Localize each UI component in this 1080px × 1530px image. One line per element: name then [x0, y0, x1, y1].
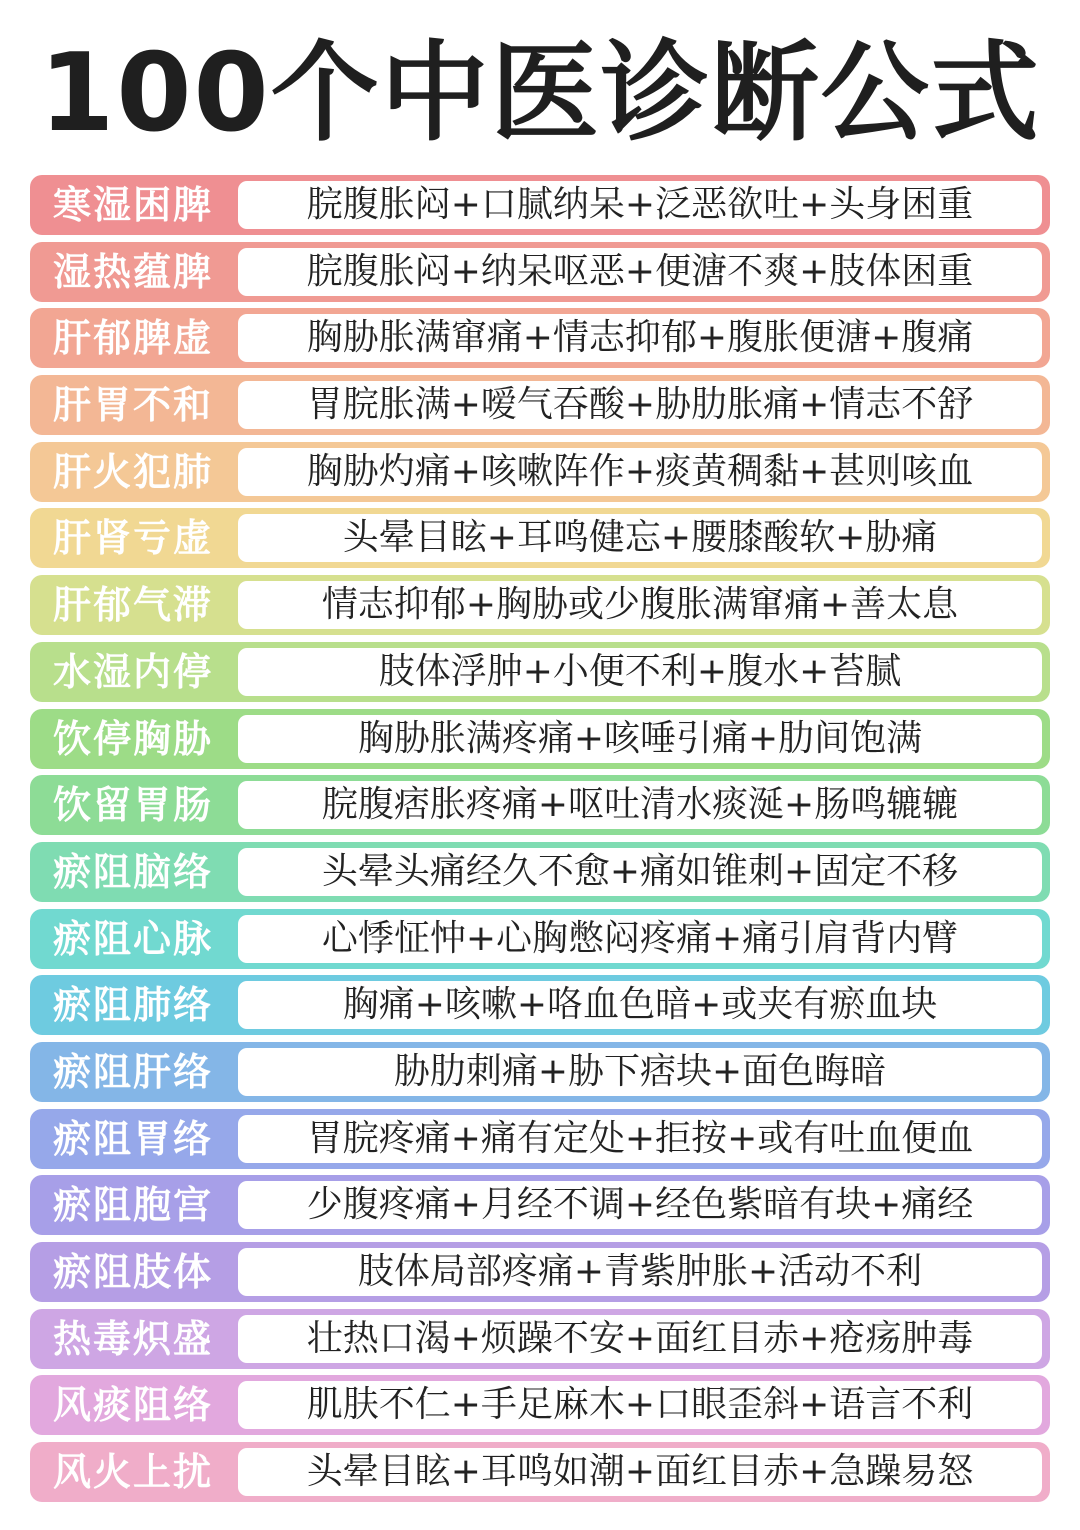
diagnosis-formula: 胃脘胀满+嗳气吞酸+胁肋胀痛+情志不舒 [238, 381, 1042, 429]
formula-row [30, 1375, 1050, 1435]
diagnosis-formula: 脘腹胀闷+纳呆呕恶+便溏不爽+肢体困重 [238, 248, 1042, 296]
syndrome-label: 瘀阻肢体 [52, 1250, 213, 1294]
formula-row [30, 1042, 1050, 1102]
diagnosis-formula: 情志抑郁+胸胁或少腹胀满窜痛+善太息 [238, 581, 1042, 629]
formula-row [30, 375, 1050, 435]
formula-row [30, 709, 1050, 769]
diagnosis-formula: 胃脘疼痛+痛有定处+拒按+或有吐血便血 [238, 1115, 1042, 1163]
diagnosis-formula: 肢体局部疼痛+青紫肿胀+活动不利 [238, 1248, 1042, 1296]
formula-row [30, 1309, 1050, 1369]
formula-row [30, 642, 1050, 702]
syndrome-label: 瘀阻心脉 [52, 916, 213, 961]
diagnosis-formula: 胁肋刺痛+胁下痞块+面色晦暗 [238, 1048, 1042, 1096]
formula-row [30, 175, 1050, 235]
syndrome-label: 热毒炽盛 [52, 1316, 213, 1361]
formula-row [30, 308, 1050, 368]
diagnosis-formula: 肌肤不仁+手足麻木+口眼歪斜+语言不利 [238, 1381, 1042, 1429]
syndrome-label: 瘀阻胞宫 [52, 1183, 213, 1228]
formula-row [30, 508, 1050, 568]
formula-row [30, 1175, 1050, 1235]
diagnosis-formula: 头晕目眩+耳鸣如潮+面红目赤+急躁易怒 [238, 1448, 1042, 1496]
formula-row [30, 909, 1050, 969]
diagnosis-formula: 胸胁胀满窜痛+情志抑郁+腹胀便溏+腹痛 [238, 314, 1042, 362]
formula-row [30, 1242, 1050, 1302]
syndrome-label: 湿热蕴脾 [52, 249, 213, 294]
formula-row [30, 575, 1050, 635]
formula-row [30, 975, 1050, 1035]
diagnosis-formula: 头晕目眩+耳鸣健忘+腰膝酸软+胁痛 [238, 514, 1042, 562]
syndrome-label: 肝肾亏虚 [52, 516, 213, 561]
formula-list [30, 175, 1050, 1509]
diagnosis-formula: 肢体浮肿+小便不利+腹水+苔腻 [238, 648, 1042, 696]
diagnosis-formula: 脘腹痞胀疼痛+呕吐清水痰涎+肠鸣辘辘 [238, 781, 1042, 829]
diagnosis-formula: 头晕头痛经久不愈+痛如锥刺+固定不移 [238, 848, 1042, 896]
formula-row [30, 775, 1050, 835]
syndrome-label: 风痰阻络 [52, 1383, 213, 1428]
diagnosis-formula: 心悸怔忡+心胸憋闷疼痛+痛引肩背内臂 [238, 915, 1042, 963]
diagnosis-formula: 壮热口渴+烦躁不安+面红目赤+疮疡肿毒 [238, 1315, 1042, 1363]
syndrome-label: 肝郁脾虚 [52, 316, 213, 361]
formula-row [30, 842, 1050, 902]
page-title: 100个中医诊断公式 [39, 31, 1041, 156]
syndrome-label: 瘀阻肺络 [52, 983, 213, 1028]
diagnosis-formula: 胸胁灼痛+咳嗽阵作+痰黄稠黏+甚则咳血 [238, 448, 1042, 496]
diagnosis-formula: 胸胁胀满疼痛+咳唾引痛+肋间饱满 [238, 715, 1042, 763]
formula-row [30, 242, 1050, 302]
formula-row [30, 1109, 1050, 1169]
diagnosis-formula: 胸痛+咳嗽+咯血色暗+或夹有瘀血块 [238, 981, 1042, 1029]
syndrome-label: 瘀阻肝络 [52, 1049, 213, 1094]
syndrome-label: 水湿内停 [52, 649, 213, 694]
syndrome-label: 肝郁气滞 [52, 583, 213, 628]
syndrome-label: 瘀阻胃络 [52, 1116, 213, 1161]
syndrome-label: 瘀阻脑络 [52, 849, 213, 894]
syndrome-label: 饮留胃肠 [52, 783, 213, 828]
diagnosis-formula: 脘腹胀闷+口腻纳呆+泛恶欲吐+头身困重 [238, 181, 1042, 229]
syndrome-label: 饮停胸胁 [52, 716, 213, 761]
syndrome-label: 寒湿困脾 [52, 183, 213, 227]
formula-row [30, 1442, 1050, 1502]
syndrome-label: 风火上扰 [52, 1450, 213, 1495]
syndrome-label: 肝胃不和 [52, 383, 213, 428]
syndrome-label: 肝火犯肺 [52, 449, 213, 494]
diagnosis-formula: 少腹疼痛+月经不调+经色紫暗有块+痛经 [238, 1181, 1042, 1229]
formula-row [30, 442, 1050, 502]
